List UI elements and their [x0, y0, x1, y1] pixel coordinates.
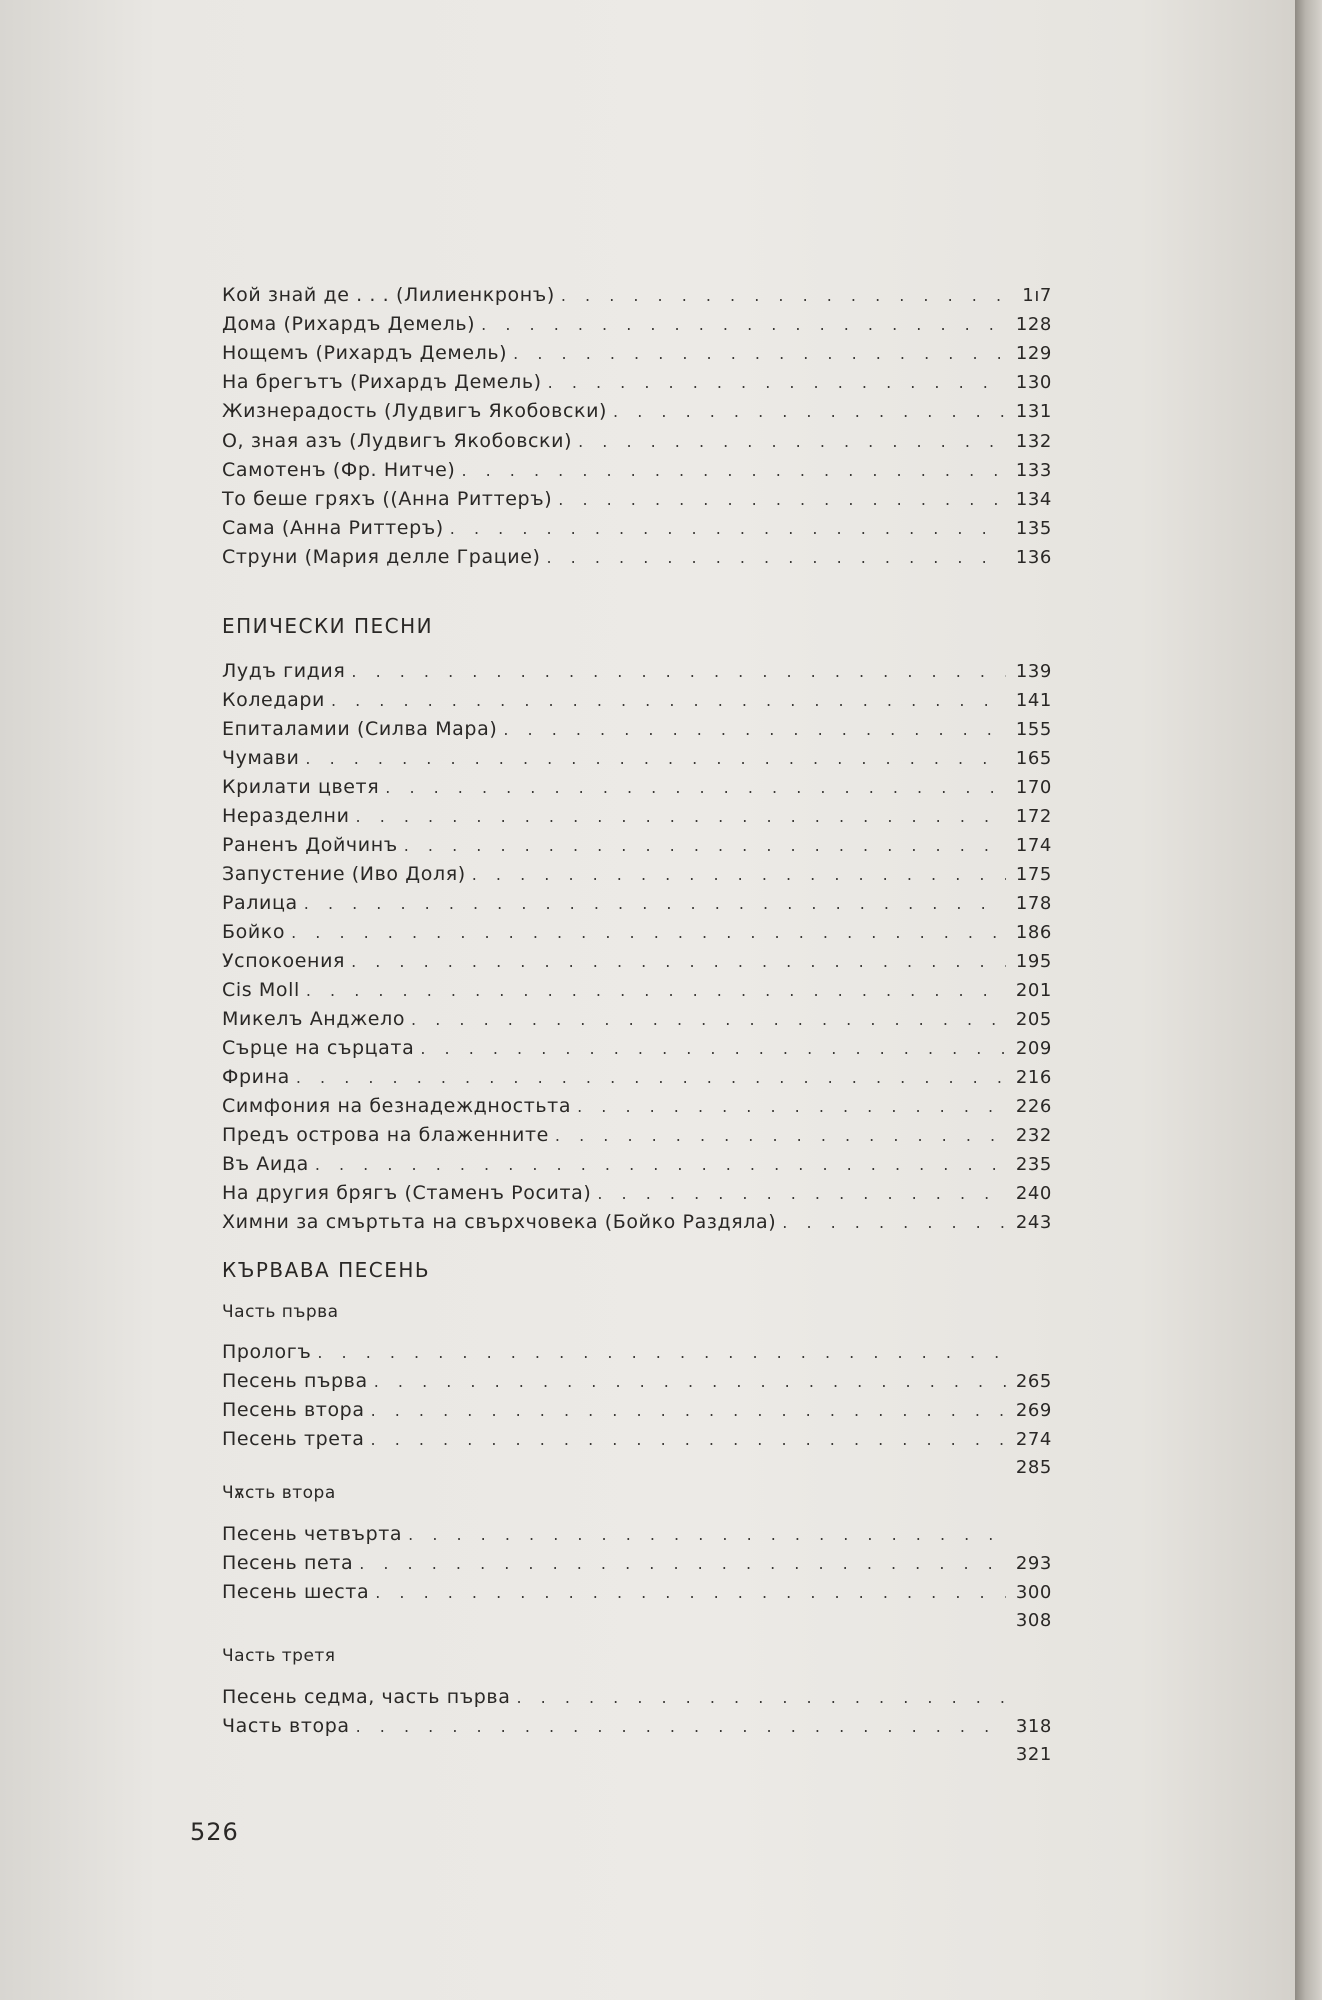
toc-entry — [222, 892, 1052, 920]
toc-entry — [222, 546, 1052, 574]
toc-entry — [222, 1211, 1052, 1239]
dot-leader — [371, 1401, 1006, 1420]
entry-title: Песень първа — [222, 1370, 368, 1392]
entry-page: 269 — [1015, 1400, 1052, 1421]
section-heading: ЕПИЧЕСКИ ПЕСНИ — [222, 614, 434, 638]
toc-entry — [222, 1399, 1052, 1427]
dot-leader — [558, 490, 1006, 509]
part-label: Чѫсть втора — [222, 1483, 336, 1503]
dot-leader — [548, 373, 1006, 392]
toc-entry — [222, 1523, 1052, 1551]
dot-leader — [374, 1372, 1006, 1391]
entry-title: Чумави — [222, 747, 300, 769]
dot-leader — [577, 1097, 1006, 1116]
entry-title: Кой знай де . . . (Лилиенкронъ) — [222, 284, 555, 306]
entry-title: Микелъ Анджело — [222, 1008, 406, 1030]
entry-page: 128 — [1015, 314, 1052, 335]
entry-title: Самотенъ (Фр. Нитче) — [222, 459, 456, 481]
toc-entry — [222, 1457, 1052, 1485]
part-label: Часть третя — [222, 1646, 336, 1666]
entry-page: 308 — [1015, 1610, 1052, 1631]
dot-leader — [578, 432, 1006, 451]
toc-entry — [222, 1008, 1052, 1036]
toc-entry — [222, 1037, 1052, 1065]
toc-entry — [222, 1581, 1052, 1609]
entry-title: Въ Аида — [222, 1153, 309, 1175]
entry-page: 129 — [1015, 343, 1052, 364]
dot-leader — [306, 981, 1006, 1000]
toc-entry — [222, 371, 1052, 399]
toc-entry — [222, 979, 1052, 1007]
toc-entry — [222, 1610, 1052, 1638]
entry-title: Песень седма, часть първа — [222, 1686, 511, 1708]
dot-leader — [385, 778, 1006, 797]
entry-page: 293 — [1015, 1553, 1052, 1574]
dot-leader — [317, 1343, 1006, 1362]
dot-leader — [547, 548, 1007, 567]
entry-page: 274 — [1015, 1429, 1052, 1450]
entry-page: 165 — [1015, 748, 1052, 769]
entry-title: О, зная азъ (Лудвигъ Якобовски) — [222, 430, 573, 452]
dot-leader — [420, 1039, 1006, 1058]
entry-title: Cis Moll — [222, 979, 300, 1001]
entry-page: 134 — [1015, 489, 1052, 510]
page-edge — [1295, 0, 1322, 2000]
dot-leader — [450, 519, 1006, 538]
toc-entry — [222, 488, 1052, 516]
toc-entry — [222, 1428, 1052, 1456]
entry-title: Раненъ Дойчинъ — [222, 834, 398, 856]
entry-page: 131 — [1015, 401, 1052, 422]
toc-entry — [222, 1686, 1052, 1714]
toc-entry — [222, 1066, 1052, 1094]
toc-entry — [222, 1095, 1052, 1123]
entry-title: На другия брягъ (Стаменъ Росита) — [222, 1182, 592, 1204]
dot-leader — [351, 952, 1006, 971]
toc-entry — [222, 950, 1052, 978]
entry-title: Сама (Анна Риттеръ) — [222, 517, 444, 539]
dot-leader — [597, 1184, 1006, 1203]
entry-title: Лудъ гидия — [222, 660, 346, 682]
dot-leader — [304, 894, 1006, 913]
entry-page: 130 — [1015, 372, 1052, 393]
entry-title: Неразделни — [222, 805, 350, 827]
toc-entry — [222, 747, 1052, 775]
entry-page: 178 — [1015, 893, 1052, 914]
entry-page: 133 — [1015, 460, 1052, 481]
entry-page: 232 — [1015, 1125, 1052, 1146]
dot-leader — [375, 1583, 1006, 1602]
entry-page: 321 — [1015, 1744, 1052, 1765]
entry-page: 141 — [1015, 690, 1052, 711]
entry-title: Песень четвърта — [222, 1523, 403, 1545]
entry-page: 139 — [1015, 661, 1052, 682]
dot-leader — [513, 344, 1006, 363]
toc-entry — [222, 834, 1052, 862]
entry-page: 300 — [1015, 1582, 1052, 1603]
toc-entry — [222, 689, 1052, 717]
dot-leader — [503, 720, 1006, 739]
dot-leader — [472, 865, 1006, 884]
dot-leader — [291, 923, 1006, 942]
entry-page: 226 — [1015, 1096, 1052, 1117]
dot-leader — [782, 1213, 1006, 1232]
dot-leader — [296, 1068, 1006, 1087]
dot-leader — [555, 1126, 1006, 1145]
entry-page: 235 — [1015, 1154, 1052, 1175]
entry-page: 265 — [1015, 1371, 1052, 1392]
entry-page: 240 — [1015, 1183, 1052, 1204]
toc-entry — [222, 459, 1052, 487]
part-label: Часть първа — [222, 1302, 339, 1322]
dot-leader — [461, 461, 1006, 480]
entry-page: 318 — [1015, 1716, 1052, 1737]
entry-title: Ралица — [222, 892, 298, 914]
entry-page: 216 — [1015, 1067, 1052, 1088]
dot-leader — [613, 402, 1006, 421]
entry-title: Нощемъ (Рихардъ Демель) — [222, 342, 508, 364]
entry-title: Прологъ — [222, 1341, 312, 1363]
toc-entry — [222, 1153, 1052, 1181]
entry-title: Симфония на безнадеждностьта — [222, 1095, 572, 1117]
toc-entry — [222, 921, 1052, 949]
entry-title: Химни за смъртьта на свърхчовека (Бойко Раздяла) — [222, 1211, 777, 1233]
toc-entry — [222, 1715, 1052, 1743]
toc-entry — [222, 342, 1052, 370]
toc-entry — [222, 1744, 1052, 1772]
entry-page: 172 — [1015, 806, 1052, 827]
entry-page: 285 — [1015, 1457, 1052, 1478]
page-number: 526 — [190, 1818, 239, 1846]
entry-page: 243 — [1015, 1212, 1052, 1233]
entry-page: 174 — [1015, 835, 1052, 856]
entry-title: Бойко — [222, 921, 286, 943]
entry-page: 170 — [1015, 777, 1052, 798]
entry-title: Песень пета — [222, 1552, 354, 1574]
entry-title: Предъ острова на блаженните — [222, 1124, 549, 1146]
toc-entry — [222, 400, 1052, 428]
dot-leader — [411, 1010, 1006, 1029]
dot-leader — [404, 836, 1006, 855]
entry-page: 1ı7 — [1022, 285, 1052, 306]
dot-leader — [315, 1155, 1006, 1174]
toc-entry — [222, 1182, 1052, 1210]
dot-leader — [331, 691, 1006, 710]
dot-leader — [356, 807, 1006, 826]
dot-leader — [359, 1554, 1006, 1573]
toc-entry — [222, 1124, 1052, 1152]
toc-entry — [222, 430, 1052, 458]
toc-entry — [222, 1552, 1052, 1580]
entry-page: 175 — [1015, 864, 1052, 885]
entry-page: 201 — [1015, 980, 1052, 1001]
entry-title: Часть втора — [222, 1715, 350, 1737]
dot-leader — [561, 286, 1006, 305]
dot-leader — [356, 1717, 1006, 1736]
toc-entry — [222, 805, 1052, 833]
entry-title: Запустение (Иво Доля) — [222, 863, 466, 885]
dot-leader — [481, 315, 1006, 334]
entry-title: На брегътъ (Рихардъ Демель) — [222, 371, 542, 393]
toc-entry — [222, 776, 1052, 804]
toc-entry — [222, 863, 1052, 891]
entry-page: 155 — [1015, 719, 1052, 740]
dot-leader — [305, 749, 1006, 768]
entry-title: Епиталамии (Силва Мара) — [222, 718, 498, 740]
entry-page: 195 — [1015, 951, 1052, 972]
entry-title: Сърце на сърцата — [222, 1037, 415, 1059]
entry-title: Коледари — [222, 689, 325, 711]
entry-title: Песень трета — [222, 1428, 365, 1450]
entry-page: 132 — [1015, 431, 1052, 452]
entry-title: Дома (Рихардъ Демель) — [222, 313, 476, 335]
dot-leader — [408, 1525, 1006, 1544]
entry-title: Успокоения — [222, 950, 346, 972]
entry-title: Крилати цветя — [222, 776, 380, 798]
entry-title: То беше гряхъ ((Анна Риттеръ) — [222, 488, 553, 510]
dot-leader — [371, 1430, 1006, 1449]
dot-leader — [351, 662, 1006, 681]
toc-entry — [222, 1370, 1052, 1398]
entry-page: 186 — [1015, 922, 1052, 943]
entry-page: 136 — [1015, 547, 1052, 568]
entry-title: Песень втора — [222, 1399, 365, 1421]
entry-page: 205 — [1015, 1009, 1052, 1030]
entry-page: 209 — [1015, 1038, 1052, 1059]
dot-leader — [516, 1688, 1006, 1707]
entry-title: Струни (Мария делле Грацие) — [222, 546, 541, 568]
toc-entry — [222, 313, 1052, 341]
toc-entry — [222, 1341, 1052, 1369]
toc-entry — [222, 284, 1052, 312]
entry-page: 135 — [1015, 518, 1052, 539]
toc-entry — [222, 517, 1052, 545]
entry-title: Песень шеста — [222, 1581, 370, 1603]
section-heading: КЪРВАВА ПЕСЕНЬ — [222, 1258, 431, 1282]
toc-entry — [222, 660, 1052, 688]
entry-title: Фрина — [222, 1066, 290, 1088]
toc-entry — [222, 718, 1052, 746]
entry-title: Жизнерадость (Лудвигъ Якобовски) — [222, 400, 608, 422]
